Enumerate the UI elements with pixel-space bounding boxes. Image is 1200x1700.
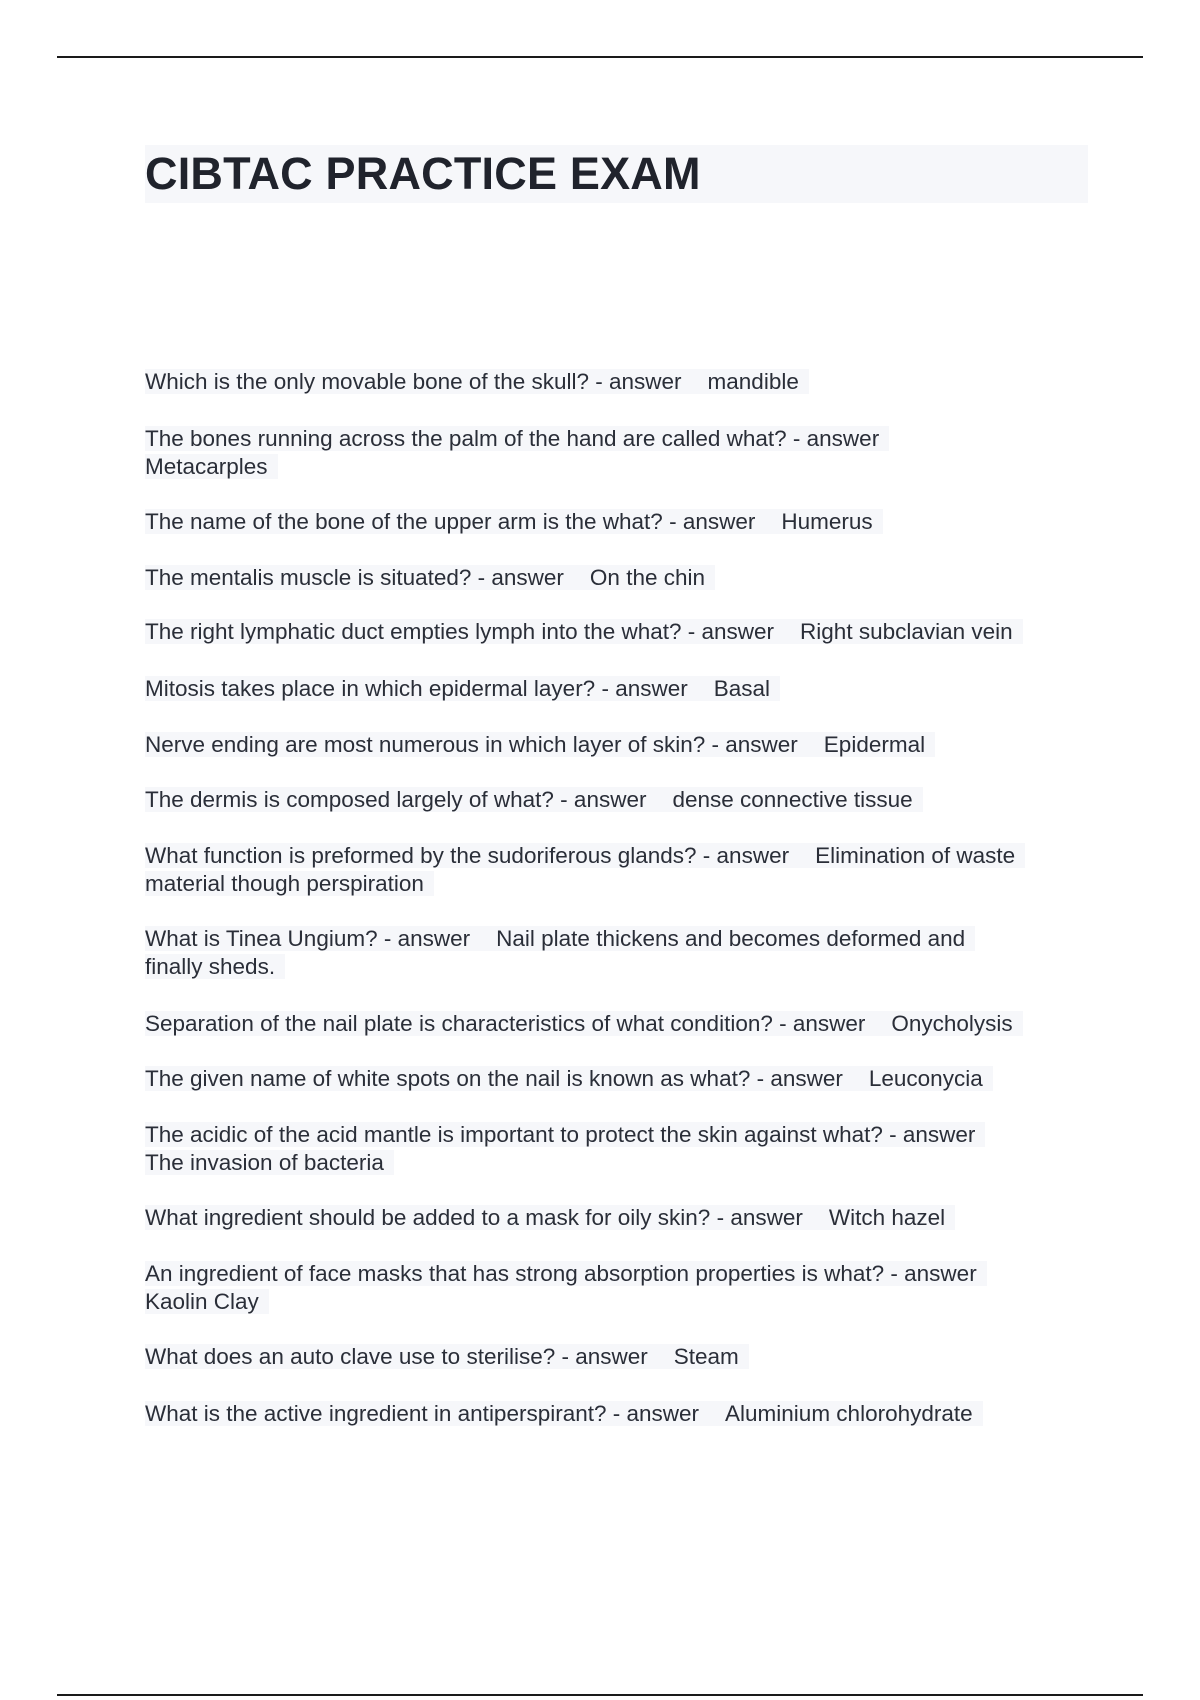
answer-text: Right subclavian vein bbox=[800, 619, 1013, 644]
question-text: The acidic of the acid mantle is important to protect the skin against what? - answer bbox=[145, 1122, 985, 1147]
answer-text: Nail plate thickens and becomes deformed and bbox=[496, 926, 966, 951]
answer-text: Metacarples bbox=[145, 454, 278, 479]
qa-item bbox=[145, 786, 1095, 814]
question-text: What ingredient should be added to a mask for oily skin? - answer bbox=[145, 1205, 803, 1230]
question-text: Which is the only movable bone of the skull? - answer bbox=[145, 369, 682, 394]
answer-text: Onycholysis bbox=[891, 1011, 1013, 1036]
qa-item bbox=[145, 1121, 1095, 1177]
answer-text: Steam bbox=[673, 1344, 739, 1369]
qa-item bbox=[145, 1010, 1095, 1038]
question-text: The name of the bone of the upper arm is the what? - answer bbox=[145, 509, 756, 534]
answer-text: On the chin bbox=[589, 565, 705, 590]
question-text: Separation of the nail plate is characteristics of what condition? - answer bbox=[145, 1011, 866, 1036]
qa-item bbox=[145, 731, 1095, 759]
question-text: What function is preformed by the sudoriferous glands? - answer bbox=[145, 843, 790, 868]
qa-item bbox=[145, 564, 1095, 592]
question-text: What does an auto clave use to sterilise? - answer bbox=[145, 1344, 648, 1369]
answer-text: Elimination of waste bbox=[815, 843, 1016, 868]
page-title: CIBTAC PRACTICE EXAM bbox=[145, 148, 701, 199]
answer-text-continued: material though perspiration bbox=[145, 871, 434, 896]
question-text: The mentalis muscle is situated? - answer bbox=[145, 565, 564, 590]
answer-text: dense connective tissue bbox=[672, 787, 913, 812]
top-rule bbox=[57, 56, 1143, 58]
qa-item bbox=[145, 1204, 1095, 1232]
question-text: What is the active ingredient in antiperspirant? - answer bbox=[145, 1401, 700, 1426]
qa-item bbox=[145, 368, 1095, 396]
question-text: The right lymphatic duct empties lymph into the what? - answer bbox=[145, 619, 775, 644]
qa-item bbox=[145, 1260, 1095, 1316]
qa-item bbox=[145, 618, 1095, 646]
question-text: The given name of white spots on the nail is known as what? - answer bbox=[145, 1066, 843, 1091]
qa-item bbox=[145, 1343, 1095, 1371]
answer-text: Witch hazel bbox=[828, 1205, 946, 1230]
question-text: Nerve ending are most numerous in which layer of skin? - answer bbox=[145, 732, 798, 757]
qa-item bbox=[145, 1065, 1095, 1093]
answer-text: The invasion of bacteria bbox=[145, 1150, 394, 1175]
answer-text: Kaolin Clay bbox=[145, 1289, 269, 1314]
answer-text: Humerus bbox=[781, 509, 873, 534]
answer-text: mandible bbox=[707, 369, 799, 394]
answer-text-continued: finally sheds. bbox=[145, 954, 285, 979]
title-block bbox=[145, 145, 1088, 203]
question-text: The dermis is composed largely of what? - answer bbox=[145, 787, 647, 812]
qa-item bbox=[145, 675, 1095, 703]
question-text: What is Tinea Ungium? - answer bbox=[145, 926, 471, 951]
question-text: Mitosis takes place in which epidermal layer? - answer bbox=[145, 676, 688, 701]
qa-item bbox=[145, 842, 1095, 898]
bottom-rule bbox=[57, 1694, 1143, 1696]
question-text: An ingredient of face masks that has strong absorption properties is what? - answer bbox=[145, 1261, 987, 1286]
qa-item bbox=[145, 1400, 1095, 1428]
answer-text: Leuconycia bbox=[868, 1066, 983, 1091]
answer-text: Aluminium chlorohydrate bbox=[725, 1401, 973, 1426]
qa-item bbox=[145, 425, 1095, 481]
question-text: The bones running across the palm of the hand are called what? - answer bbox=[145, 426, 889, 451]
answer-text: Basal bbox=[713, 676, 771, 701]
answer-text: Epidermal bbox=[823, 732, 926, 757]
qa-item bbox=[145, 925, 1095, 981]
qa-item bbox=[145, 508, 1095, 536]
